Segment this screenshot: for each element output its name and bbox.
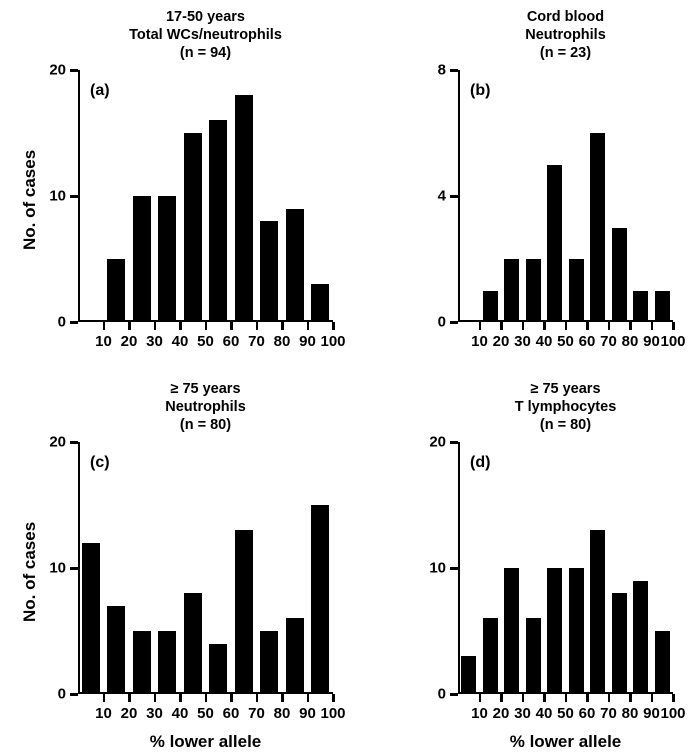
panel-title-line: T lymphocytes: [514, 399, 617, 416]
x-tick-label: 20: [492, 705, 510, 722]
bar-series-c: [78, 442, 333, 694]
panel-title-a: [48, 8, 363, 62]
x-tick-label: 70: [248, 333, 265, 350]
x-tick: [608, 694, 611, 702]
bar: [209, 644, 227, 694]
panel-title-line: (n = 94): [179, 45, 232, 62]
x-tick: [205, 322, 208, 330]
y-tick-label: 10: [49, 187, 66, 205]
x-tick: [128, 322, 131, 330]
x-axis-label: % lower allele: [509, 732, 622, 751]
x-tick: [179, 694, 182, 702]
x-tick-label: 80: [621, 705, 639, 722]
bar: [569, 568, 584, 694]
panel-title-line: (n = 80): [179, 417, 232, 434]
bar: [235, 530, 253, 694]
bar: [158, 196, 176, 322]
bar: [590, 133, 605, 322]
bar: [286, 618, 304, 694]
y-tick-label: 0: [57, 313, 66, 331]
x-tick: [522, 694, 525, 702]
y-tick-label: 0: [437, 313, 446, 331]
x-tick-label: 20: [120, 705, 138, 722]
x-tick-label: 100: [320, 705, 346, 722]
x-tick-label: 30: [514, 333, 531, 350]
x-tick: [256, 322, 259, 330]
x-tick-label: 60: [578, 705, 596, 722]
bar: [133, 196, 151, 322]
bar: [133, 631, 151, 694]
bar: [504, 568, 519, 694]
panel-letter: (c): [90, 454, 110, 471]
x-tick: [307, 322, 310, 330]
y-tick: [70, 693, 78, 696]
x-tick: [565, 322, 568, 330]
x-tick: [500, 694, 503, 702]
x-tick: [230, 322, 233, 330]
bar: [504, 259, 519, 322]
x-tick: [103, 694, 106, 702]
panel-title-line: 17-50 years: [165, 9, 245, 25]
bar: [655, 631, 670, 694]
bar: [311, 284, 329, 322]
bar: [612, 228, 627, 323]
y-tick-label: 10: [49, 559, 66, 577]
bar: [526, 618, 541, 694]
x-tick: [500, 322, 503, 330]
y-tick: [450, 567, 458, 570]
x-tick: [672, 694, 675, 702]
x-tick: [281, 322, 284, 330]
y-tick-label: 20: [49, 433, 66, 451]
panel-title-d: [428, 380, 698, 434]
bar: [209, 120, 227, 322]
x-tick-label: 90: [299, 333, 316, 350]
y-tick-label: 0: [437, 685, 446, 703]
panel-title-line: ≥ 75 years: [530, 381, 601, 397]
x-tick: [179, 322, 182, 330]
bar: [158, 631, 176, 694]
x-tick: [256, 694, 259, 702]
panel-letter: (b): [470, 82, 491, 99]
y-axis-label: No. of cases: [20, 521, 39, 622]
x-tick: [586, 694, 589, 702]
x-tick-label: 50: [557, 705, 574, 722]
y-tick: [70, 441, 78, 444]
y-tick-label: 20: [49, 61, 66, 79]
bar: [184, 133, 202, 322]
x-tick-label: 90: [643, 333, 660, 350]
bar: [260, 631, 278, 694]
x-tick-label: 70: [248, 705, 265, 722]
bar: [547, 568, 562, 694]
x-tick-label: 60: [222, 333, 240, 350]
y-tick: [450, 441, 458, 444]
x-tick: [128, 694, 131, 702]
x-tick-label: 50: [557, 333, 574, 350]
panel-title-b: [428, 8, 698, 62]
x-tick-label: 10: [95, 705, 112, 722]
x-tick: [479, 694, 482, 702]
bar: [526, 259, 541, 322]
x-tick-label: 20: [120, 333, 138, 350]
x-tick: [205, 694, 208, 702]
panel-title-line: ≥ 75 years: [170, 381, 241, 397]
x-tick-label: 70: [600, 333, 617, 350]
x-tick-label: 100: [660, 705, 686, 722]
x-tick: [103, 322, 106, 330]
x-tick: [672, 322, 675, 330]
x-tick-label: 30: [146, 705, 163, 722]
x-tick: [651, 694, 654, 702]
bar: [461, 656, 476, 694]
x-tick-label: 40: [535, 333, 553, 350]
y-tick: [70, 321, 78, 324]
bar: [569, 259, 584, 322]
x-tick-label: 20: [492, 333, 510, 350]
x-tick-label: 90: [299, 705, 316, 722]
x-tick-label: 50: [197, 705, 214, 722]
bar: [286, 209, 304, 322]
x-tick-label: 80: [273, 705, 291, 722]
panel-title-c: [48, 380, 363, 434]
x-tick-label: 10: [95, 333, 112, 350]
bar: [235, 95, 253, 322]
x-tick-label: 80: [273, 333, 291, 350]
x-tick-label: 30: [146, 333, 163, 350]
y-axis-label: No. of cases: [20, 149, 39, 250]
panel-title-line: (n = 23): [539, 45, 592, 62]
bar: [311, 505, 329, 694]
y-tick-label: 4: [437, 187, 446, 205]
x-tick-label: 60: [222, 705, 240, 722]
panel-title-line: Total WCs/neutrophils: [129, 27, 282, 44]
panel-title-line: (n = 80): [539, 417, 592, 434]
x-tick-label: 40: [171, 333, 189, 350]
x-tick: [629, 694, 632, 702]
x-tick-label: 40: [535, 705, 553, 722]
x-tick: [543, 694, 546, 702]
x-tick: [651, 322, 654, 330]
y-tick-label: 8: [437, 61, 446, 79]
y-tick: [450, 69, 458, 72]
x-tick-label: 100: [660, 333, 686, 350]
bar: [655, 291, 670, 323]
x-tick: [332, 322, 335, 330]
x-tick: [522, 322, 525, 330]
bar-series-d: [458, 442, 673, 694]
x-tick-label: 80: [621, 333, 639, 350]
y-tick-label: 20: [429, 433, 446, 451]
x-tick-label: 100: [320, 333, 346, 350]
y-tick: [70, 69, 78, 72]
x-tick-label: 10: [471, 333, 488, 350]
x-tick: [332, 694, 335, 702]
x-axis-label: % lower allele: [149, 732, 262, 751]
x-tick-label: 70: [600, 705, 617, 722]
x-tick: [565, 694, 568, 702]
y-tick: [450, 195, 458, 198]
panel-title-line: Neutrophils: [165, 399, 246, 416]
panel-letter: (a): [90, 82, 110, 99]
bar: [82, 543, 100, 694]
bar-series-a: [78, 70, 333, 322]
x-tick: [629, 322, 632, 330]
x-tick-label: 60: [578, 333, 596, 350]
bar: [590, 530, 605, 694]
x-tick-label: 50: [197, 333, 214, 350]
bar: [483, 291, 498, 323]
panel-title-line: Neutrophils: [525, 27, 606, 44]
bar: [612, 593, 627, 694]
bar: [547, 165, 562, 323]
bar: [633, 581, 648, 694]
x-tick-label: 90: [643, 705, 660, 722]
x-tick: [154, 694, 157, 702]
x-tick: [230, 694, 233, 702]
bar-series-b: [458, 70, 673, 322]
x-tick-label: 40: [171, 705, 189, 722]
x-tick-label: 30: [514, 705, 531, 722]
bar: [107, 606, 125, 694]
y-tick: [70, 195, 78, 198]
bar: [633, 291, 648, 323]
y-tick: [70, 567, 78, 570]
bar: [260, 221, 278, 322]
x-tick: [543, 322, 546, 330]
x-tick: [479, 322, 482, 330]
x-tick: [307, 694, 310, 702]
panel-letter: (d): [470, 454, 491, 471]
y-tick: [450, 693, 458, 696]
bar: [107, 259, 125, 322]
bar: [184, 593, 202, 694]
y-tick: [450, 321, 458, 324]
y-tick-label: 10: [429, 559, 446, 577]
x-tick: [154, 322, 157, 330]
x-tick-label: 10: [471, 705, 488, 722]
panel-title-line: Cord blood: [526, 9, 605, 25]
x-tick: [608, 322, 611, 330]
bar: [483, 618, 498, 694]
x-tick: [281, 694, 284, 702]
y-tick-label: 0: [57, 685, 66, 703]
x-tick: [586, 322, 589, 330]
